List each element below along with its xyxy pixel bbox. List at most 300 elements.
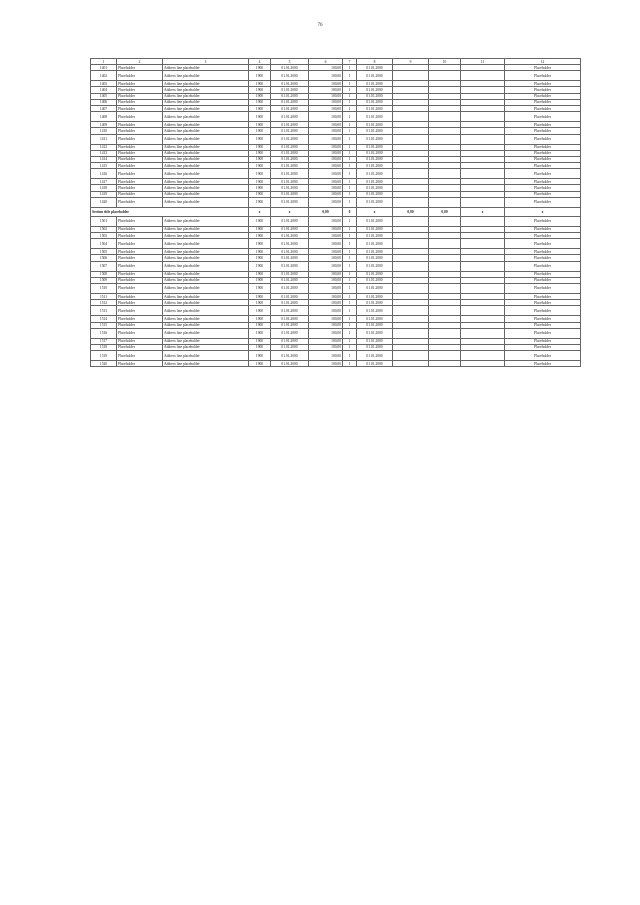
cell-floors: 1: [343, 99, 357, 105]
cell-inspection-date: 01.01.2000: [357, 249, 393, 255]
cell-year-built: 1900: [249, 185, 271, 191]
cell-floors: 1: [343, 144, 357, 150]
cell-status: Placeholder: [505, 261, 581, 271]
cell-registration-date: 01.01.2000: [271, 169, 309, 179]
cell-inspection-date: 01.01.2000: [357, 293, 393, 299]
cell-col-10: [429, 112, 461, 122]
cell-record-id: 1402: [91, 71, 117, 81]
cell-district: Placeholder: [117, 144, 163, 150]
cell-registration-date: 01.01.2000: [271, 316, 309, 322]
cell-area: 100,00: [309, 197, 343, 207]
cell-year-built: 1900: [249, 99, 271, 105]
cell-inspection-date: x: [357, 207, 393, 216]
cell-floors: 1: [343, 300, 357, 306]
cell-cadastral-number: [461, 361, 505, 367]
cell-col-9: [393, 239, 429, 249]
cell-year-built: 1900: [249, 134, 271, 144]
cell-district: Placeholder: [117, 128, 163, 134]
cell-record-id: 1515: [91, 322, 117, 328]
cell-area: 100,00: [309, 328, 343, 338]
cell-record-id: 1508: [91, 271, 117, 277]
cell-status: Placeholder: [505, 191, 581, 197]
cell-floors: 1: [343, 261, 357, 271]
cell-inspection-date: 01.01.2000: [357, 239, 393, 249]
cell-district: Placeholder: [117, 65, 163, 71]
column-number: 11: [461, 59, 505, 65]
cell-floors: 1: [343, 255, 357, 261]
cell-registration-date: 01.01.2000: [271, 328, 309, 338]
cell-record-id: 1412: [91, 144, 117, 150]
table-row: [91, 216, 581, 226]
cell-district: Placeholder: [117, 261, 163, 271]
cell-status: Placeholder: [505, 93, 581, 99]
cell-address: Address line placeholder: [163, 93, 249, 99]
cell-inspection-date: 01.01.2000: [357, 216, 393, 226]
cell-district: Placeholder: [117, 105, 163, 111]
cell-floors: 1: [343, 169, 357, 179]
cell-floors: 1: [343, 112, 357, 122]
cell-year-built: 1900: [249, 65, 271, 71]
cell-col-9: [393, 283, 429, 293]
cell-area: 100,00: [309, 233, 343, 239]
cell-status: Placeholder: [505, 65, 581, 71]
cell-area: 100,00: [309, 191, 343, 197]
cell-area: 100,00: [309, 65, 343, 71]
cell-district: Placeholder: [117, 81, 163, 87]
cell-district: Placeholder: [117, 328, 163, 338]
cell-floors: 1: [343, 191, 357, 197]
cell-year-built: 1900: [249, 150, 271, 156]
cell-record-id: 1514: [91, 316, 117, 322]
cell-col-9: [393, 71, 429, 81]
cell-district: Placeholder: [117, 93, 163, 99]
cell-floors: 1: [343, 328, 357, 338]
cell-floors: 1: [343, 226, 357, 232]
cell-address: Address line placeholder: [163, 65, 249, 71]
cell-year-built: 1900: [249, 122, 271, 128]
cell-col-10: [429, 239, 461, 249]
cell-status: Placeholder: [505, 122, 581, 128]
cell-inspection-date: 01.01.2000: [357, 71, 393, 81]
cell-col-9: [393, 134, 429, 144]
cell-status: Placeholder: [505, 71, 581, 81]
cell-status: Placeholder: [505, 105, 581, 111]
cell-status: Placeholder: [505, 300, 581, 306]
cell-address: Address line placeholder: [163, 361, 249, 367]
cell-floors: 1: [343, 306, 357, 316]
cell-col-9: [393, 261, 429, 271]
column-number: 9: [393, 59, 429, 65]
cell-address: Address line placeholder: [163, 179, 249, 185]
cell-col-10: [429, 361, 461, 367]
column-number: 1: [91, 59, 117, 65]
cell-district: Placeholder: [117, 87, 163, 93]
cell-floors: 1: [343, 351, 357, 361]
cell-area: 100,00: [309, 283, 343, 293]
cell-year-built: 1900: [249, 293, 271, 299]
table-row: [91, 283, 581, 293]
cell-status: Placeholder: [505, 163, 581, 169]
cell-cadastral-number: [461, 306, 505, 316]
cell-district: Placeholder: [117, 163, 163, 169]
cell-inspection-date: 01.01.2000: [357, 156, 393, 162]
cell-registration-date: 01.01.2000: [271, 87, 309, 93]
cell-inspection-date: 01.01.2000: [357, 328, 393, 338]
cell-status: Placeholder: [505, 179, 581, 185]
cell-inspection-date: 01.01.2000: [357, 169, 393, 179]
cell-inspection-date: 01.01.2000: [357, 277, 393, 283]
cell-floors: 1: [343, 156, 357, 162]
cell-year-built: 1900: [249, 261, 271, 271]
cell-year-built: 1900: [249, 271, 271, 277]
cell-status: Placeholder: [505, 99, 581, 105]
cell-year-built: 1900: [249, 300, 271, 306]
cell-status: Placeholder: [505, 271, 581, 277]
table-row: [91, 71, 581, 81]
cell-floors: 1: [343, 283, 357, 293]
cell-inspection-date: 01.01.2000: [357, 81, 393, 87]
cell-floors: 1: [343, 81, 357, 87]
cell-registration-date: 01.01.2000: [271, 300, 309, 306]
cell-registration-date: 01.01.2000: [271, 134, 309, 144]
cell-area: 100,00: [309, 277, 343, 283]
cell-status: Placeholder: [505, 128, 581, 134]
cell-status: Placeholder: [505, 338, 581, 344]
cell-address: Address line placeholder: [163, 239, 249, 249]
cell-floors: 1: [343, 185, 357, 191]
cell-floors: 1: [343, 134, 357, 144]
cell-record-id: 1410: [91, 128, 117, 134]
cell-registration-date: 01.01.2000: [271, 216, 309, 226]
cell-area: 0,00: [309, 207, 343, 216]
cell-floors: 1: [343, 249, 357, 255]
cell-year-built: 1900: [249, 216, 271, 226]
cell-floors: 1: [343, 128, 357, 134]
cell-registration-date: 01.01.2000: [271, 226, 309, 232]
cell-status: Placeholder: [505, 351, 581, 361]
cell-inspection-date: 01.01.2000: [357, 361, 393, 367]
cell-status: Placeholder: [505, 169, 581, 179]
cell-record-id: 1407: [91, 105, 117, 111]
cell-record-id: 1518: [91, 344, 117, 350]
cell-district: Placeholder: [117, 322, 163, 328]
cell-address: Address line placeholder: [163, 191, 249, 197]
table-row: [91, 134, 581, 144]
cell-floors: 1: [343, 322, 357, 328]
cell-year-built: 1900: [249, 128, 271, 134]
cell-district: Placeholder: [117, 134, 163, 144]
cell-inspection-date: 01.01.2000: [357, 93, 393, 99]
cell-inspection-date: 01.01.2000: [357, 261, 393, 271]
cell-registration-date: 01.01.2000: [271, 322, 309, 328]
table-row: [91, 239, 581, 249]
cell-address: Address line placeholder: [163, 81, 249, 87]
cell-record-id: 1501: [91, 216, 117, 226]
cell-address: Address line placeholder: [163, 134, 249, 144]
cell-address: Address line placeholder: [163, 105, 249, 111]
cell-status: Placeholder: [505, 185, 581, 191]
cell-status: Placeholder: [505, 144, 581, 150]
cell-address: Address line placeholder: [163, 128, 249, 134]
cell-area: 100,00: [309, 255, 343, 261]
cell-registration-date: 01.01.2000: [271, 277, 309, 283]
cell-registration-date: 01.01.2000: [271, 249, 309, 255]
cell-floors: 1: [343, 293, 357, 299]
cell-col-10: [429, 197, 461, 207]
table-row: [91, 361, 581, 367]
cell-status: Placeholder: [505, 216, 581, 226]
cell-inspection-date: 01.01.2000: [357, 185, 393, 191]
cell-status: Placeholder: [505, 361, 581, 367]
cell-record-id: 1413: [91, 150, 117, 156]
cell-status: Placeholder: [505, 150, 581, 156]
cell-district: Placeholder: [117, 338, 163, 344]
cell-floors: 1: [343, 233, 357, 239]
cell-col-10: [429, 306, 461, 316]
cell-address: Address line placeholder: [163, 87, 249, 93]
cell-floors: 1: [343, 239, 357, 249]
cell-record-id: 1416: [91, 169, 117, 179]
cell-year-built: 1900: [249, 239, 271, 249]
cell-cadastral-number: [461, 328, 505, 338]
cell-district: Placeholder: [117, 216, 163, 226]
column-number: 5: [271, 59, 309, 65]
cell-col-10: [429, 283, 461, 293]
cell-floors: 1: [343, 150, 357, 156]
cell-col-10: [429, 351, 461, 361]
cell-district: Placeholder: [117, 255, 163, 261]
cell-registration-date: 01.01.2000: [271, 344, 309, 350]
cell-address: Address line placeholder: [163, 112, 249, 122]
cell-area: 100,00: [309, 344, 343, 350]
cell-cadastral-number: [461, 112, 505, 122]
cell-floors: 1: [343, 338, 357, 344]
cell-district: Placeholder: [117, 226, 163, 232]
cell-year-built: 1900: [249, 163, 271, 169]
cell-inspection-date: 01.01.2000: [357, 197, 393, 207]
cell-inspection-date: 01.01.2000: [357, 99, 393, 105]
cell-area: 100,00: [309, 93, 343, 99]
cell-address: Address line placeholder: [163, 71, 249, 81]
cell-year-built: 1900: [249, 249, 271, 255]
cell-inspection-date: 01.01.2000: [357, 163, 393, 169]
cell-address: Address line placeholder: [163, 185, 249, 191]
cell-area: 100,00: [309, 179, 343, 185]
table-row: [91, 112, 581, 122]
cell-inspection-date: 01.01.2000: [357, 87, 393, 93]
cell-floors: 1: [343, 316, 357, 322]
cell-address: Address line placeholder: [163, 261, 249, 271]
cell-district: Placeholder: [117, 344, 163, 350]
cell-registration-date: 01.01.2000: [271, 338, 309, 344]
cell-inspection-date: 01.01.2000: [357, 255, 393, 261]
cell-year-built: 1900: [249, 306, 271, 316]
cell-inspection-date: 01.01.2000: [357, 338, 393, 344]
cell-inspection-date: 01.01.2000: [357, 300, 393, 306]
cell-registration-date: 01.01.2000: [271, 105, 309, 111]
cell-district: Placeholder: [117, 283, 163, 293]
cell-registration-date: 01.01.2000: [271, 156, 309, 162]
cell-status: Placeholder: [505, 87, 581, 93]
cell-registration-date: 01.01.2000: [271, 99, 309, 105]
cell-col-10: [429, 216, 461, 226]
cell-registration-date: 01.01.2000: [271, 93, 309, 99]
cell-year-built: 1900: [249, 283, 271, 293]
cell-address: Address line placeholder: [163, 351, 249, 361]
cell-registration-date: 01.01.2000: [271, 81, 309, 87]
cell-record-id: 1505: [91, 249, 117, 255]
cell-record-id: 1420: [91, 197, 117, 207]
column-number: 3: [163, 59, 249, 65]
cell-address: Address line placeholder: [163, 300, 249, 306]
table-body: [91, 65, 581, 367]
cell-year-built: x: [249, 207, 271, 216]
cell-record-id: 1401: [91, 65, 117, 71]
cell-address: Address line placeholder: [163, 99, 249, 105]
cell-inspection-date: 01.01.2000: [357, 65, 393, 71]
cell-record-id: 1411: [91, 134, 117, 144]
cell-area: 100,00: [309, 81, 343, 87]
cell-district: Placeholder: [117, 150, 163, 156]
cell-registration-date: x: [271, 207, 309, 216]
cell-year-built: 1900: [249, 233, 271, 239]
cell-area: 100,00: [309, 239, 343, 249]
cell-record-id: 1509: [91, 277, 117, 283]
cell-status: Placeholder: [505, 316, 581, 322]
cell-floors: 1: [343, 277, 357, 283]
cell-section-title: Section title placeholder: [91, 207, 249, 216]
column-number: 2: [117, 59, 163, 65]
cell-floors: 1: [343, 87, 357, 93]
cell-year-built: 1900: [249, 191, 271, 197]
cell-status: Placeholder: [505, 277, 581, 283]
cell-registration-date: 01.01.2000: [271, 150, 309, 156]
cell-district: Placeholder: [117, 293, 163, 299]
column-number: 4: [249, 59, 271, 65]
cell-record-id: 1403: [91, 81, 117, 87]
cell-inspection-date: 01.01.2000: [357, 191, 393, 197]
cell-area: 100,00: [309, 216, 343, 226]
cell-record-id: 1511: [91, 293, 117, 299]
cell-area: 100,00: [309, 150, 343, 156]
cell-area: 100,00: [309, 144, 343, 150]
cell-year-built: 1900: [249, 87, 271, 93]
cell-year-built: 1900: [249, 112, 271, 122]
cell-address: Address line placeholder: [163, 233, 249, 239]
cell-status: x: [505, 207, 581, 216]
cell-floors: 1: [343, 361, 357, 367]
cell-registration-date: 01.01.2000: [271, 65, 309, 71]
cell-floors: 1: [343, 271, 357, 277]
cell-year-built: 1900: [249, 169, 271, 179]
cell-address: Address line placeholder: [163, 277, 249, 283]
cell-col-10: [429, 261, 461, 271]
cell-registration-date: 01.01.2000: [271, 283, 309, 293]
cell-area: 100,00: [309, 71, 343, 81]
cell-district: Placeholder: [117, 351, 163, 361]
cell-district: Placeholder: [117, 156, 163, 162]
cell-area: 100,00: [309, 293, 343, 299]
cell-col-9: 0,00: [393, 207, 429, 216]
cell-floors: 1: [343, 122, 357, 128]
cell-registration-date: 01.01.2000: [271, 71, 309, 81]
cell-status: Placeholder: [505, 233, 581, 239]
cell-cadastral-number: [461, 71, 505, 81]
cell-year-built: 1900: [249, 197, 271, 207]
cell-col-10: [429, 169, 461, 179]
cell-record-id: 1506: [91, 255, 117, 261]
cell-registration-date: 01.01.2000: [271, 144, 309, 150]
cell-inspection-date: 01.01.2000: [357, 226, 393, 232]
cell-district: Placeholder: [117, 316, 163, 322]
cell-registration-date: 01.01.2000: [271, 163, 309, 169]
cell-year-built: 1900: [249, 156, 271, 162]
cell-address: Address line placeholder: [163, 122, 249, 128]
cell-record-id: 1408: [91, 112, 117, 122]
cell-address: Address line placeholder: [163, 144, 249, 150]
cell-address: Address line placeholder: [163, 344, 249, 350]
cell-district: Placeholder: [117, 169, 163, 179]
cell-area: 100,00: [309, 351, 343, 361]
cell-district: Placeholder: [117, 249, 163, 255]
cell-area: 100,00: [309, 271, 343, 277]
cell-status: Placeholder: [505, 293, 581, 299]
cell-col-9: [393, 361, 429, 367]
cell-address: Address line placeholder: [163, 216, 249, 226]
cell-area: 100,00: [309, 163, 343, 169]
cell-area: 100,00: [309, 156, 343, 162]
cell-record-id: 1503: [91, 233, 117, 239]
cell-address: Address line placeholder: [163, 197, 249, 207]
cell-inspection-date: 01.01.2000: [357, 150, 393, 156]
cell-record-id: 1507: [91, 261, 117, 271]
cell-col-9: [393, 351, 429, 361]
cell-year-built: 1900: [249, 338, 271, 344]
cell-status: Placeholder: [505, 255, 581, 261]
cell-record-id: 1418: [91, 185, 117, 191]
cell-address: Address line placeholder: [163, 169, 249, 179]
cell-address: Address line placeholder: [163, 322, 249, 328]
cell-cadastral-number: [461, 197, 505, 207]
cell-district: Placeholder: [117, 122, 163, 128]
column-number: 6: [309, 59, 343, 65]
cell-inspection-date: 01.01.2000: [357, 144, 393, 150]
cell-record-id: 1520: [91, 361, 117, 367]
cell-address: Address line placeholder: [163, 249, 249, 255]
cell-status: Placeholder: [505, 134, 581, 144]
cell-year-built: 1900: [249, 179, 271, 185]
cell-col-10: [429, 71, 461, 81]
cell-cadastral-number: [461, 351, 505, 361]
cell-col-9: [393, 328, 429, 338]
table-row: [91, 261, 581, 271]
cell-inspection-date: 01.01.2000: [357, 306, 393, 316]
cell-address: Address line placeholder: [163, 306, 249, 316]
cell-inspection-date: 01.01.2000: [357, 134, 393, 144]
table-row: [91, 328, 581, 338]
cell-district: Placeholder: [117, 300, 163, 306]
cell-col-9: [393, 306, 429, 316]
cell-record-id: 1510: [91, 283, 117, 293]
cell-area: 100,00: [309, 306, 343, 316]
cell-status: Placeholder: [505, 249, 581, 255]
cell-col-10: [429, 328, 461, 338]
cell-area: 100,00: [309, 122, 343, 128]
cell-area: 100,00: [309, 185, 343, 191]
cell-inspection-date: 01.01.2000: [357, 351, 393, 361]
cell-district: Placeholder: [117, 239, 163, 249]
cell-cadastral-number: [461, 261, 505, 271]
